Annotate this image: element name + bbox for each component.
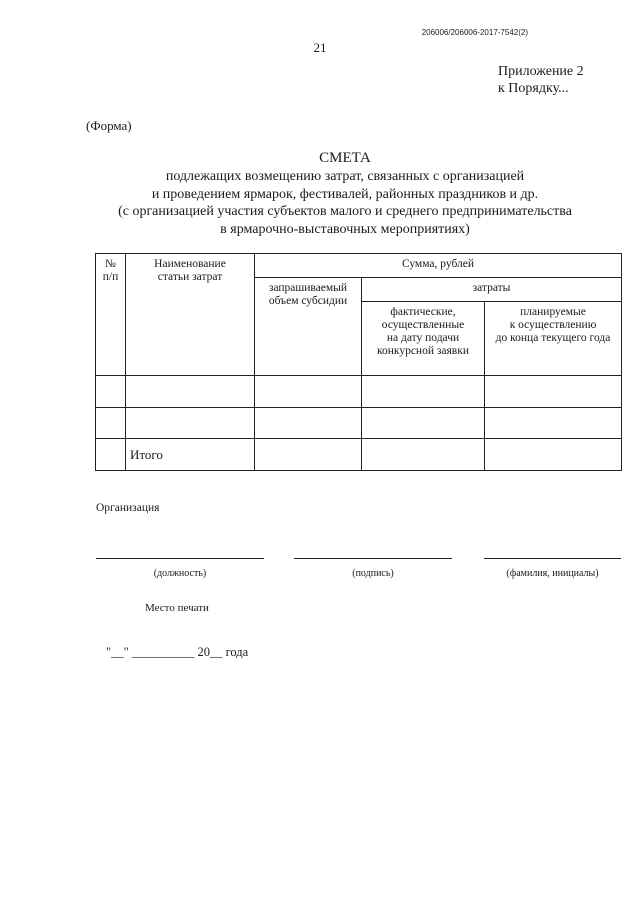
appendix-line-2: к Порядку... bbox=[498, 81, 569, 96]
header-requested-subsidy: запрашиваемый объем субсидии bbox=[255, 278, 362, 376]
header-item-name: Наименование статьи затрат bbox=[126, 254, 255, 376]
table-cell[interactable] bbox=[126, 376, 255, 408]
table-cell[interactable] bbox=[362, 408, 485, 439]
title-line-2: и проведением ярмарок, фестивалей, районных праздников и др. bbox=[151, 186, 539, 202]
table-cell[interactable] bbox=[485, 439, 622, 471]
document-code: 206006/206006-2017-7542(2) bbox=[421, 28, 528, 37]
estimate-table bbox=[95, 253, 622, 471]
table-cell[interactable] bbox=[96, 376, 126, 408]
position-line[interactable] bbox=[96, 558, 264, 559]
stamp-place-label: Место печати bbox=[145, 602, 209, 614]
form-label: (Форма) bbox=[86, 118, 132, 133]
table-row bbox=[96, 408, 622, 439]
table-header-row bbox=[96, 254, 622, 278]
title-line-4: в ярмарочно-выставочных мероприятиях) bbox=[220, 221, 470, 237]
table-cell[interactable] bbox=[96, 408, 126, 439]
header-sum: Сумма, рублей bbox=[255, 254, 622, 278]
document-title: СМЕТА bbox=[319, 150, 371, 166]
document-title-block bbox=[80, 149, 610, 238]
name-line[interactable] bbox=[484, 558, 621, 559]
table-row bbox=[96, 376, 622, 408]
name-label: (фамилия, инициалы) bbox=[506, 568, 599, 579]
header-number: № п/п bbox=[96, 254, 126, 376]
appendix-line-1: Приложение 2 bbox=[498, 64, 584, 79]
header-planned-costs: планируемые к осуществлению до конца текущего года bbox=[485, 302, 622, 376]
position-label: (должность) bbox=[153, 568, 207, 579]
table-cell[interactable] bbox=[362, 376, 485, 408]
title-line-1: подлежащих возмещению затрат, связанных с организацией bbox=[165, 169, 525, 184]
header-costs: затраты bbox=[362, 278, 622, 302]
total-label: Итого bbox=[126, 439, 255, 471]
signature-line[interactable] bbox=[294, 558, 452, 559]
table-cell[interactable] bbox=[485, 408, 622, 439]
table-cell[interactable] bbox=[255, 439, 362, 471]
organization-label: Организация bbox=[96, 502, 160, 514]
table-total-row bbox=[96, 439, 622, 471]
header-actual-costs: фактические, осуществленные на дату подачи конкурсной заявки bbox=[362, 302, 485, 376]
table-cell[interactable] bbox=[96, 439, 126, 471]
table-cell[interactable] bbox=[362, 439, 485, 471]
table-cell[interactable] bbox=[126, 408, 255, 439]
table-cell[interactable] bbox=[485, 376, 622, 408]
table-cell[interactable] bbox=[255, 376, 362, 408]
date-line: "__" __________ 20__ года bbox=[106, 645, 249, 659]
title-line-3: (с организацией участия субъектов малого и среднего предпринимательства bbox=[118, 204, 572, 219]
table-cell[interactable] bbox=[255, 408, 362, 439]
appendix-reference bbox=[498, 63, 584, 97]
signature-label: (подпись) bbox=[352, 568, 394, 579]
page-number: 21 bbox=[313, 40, 327, 55]
